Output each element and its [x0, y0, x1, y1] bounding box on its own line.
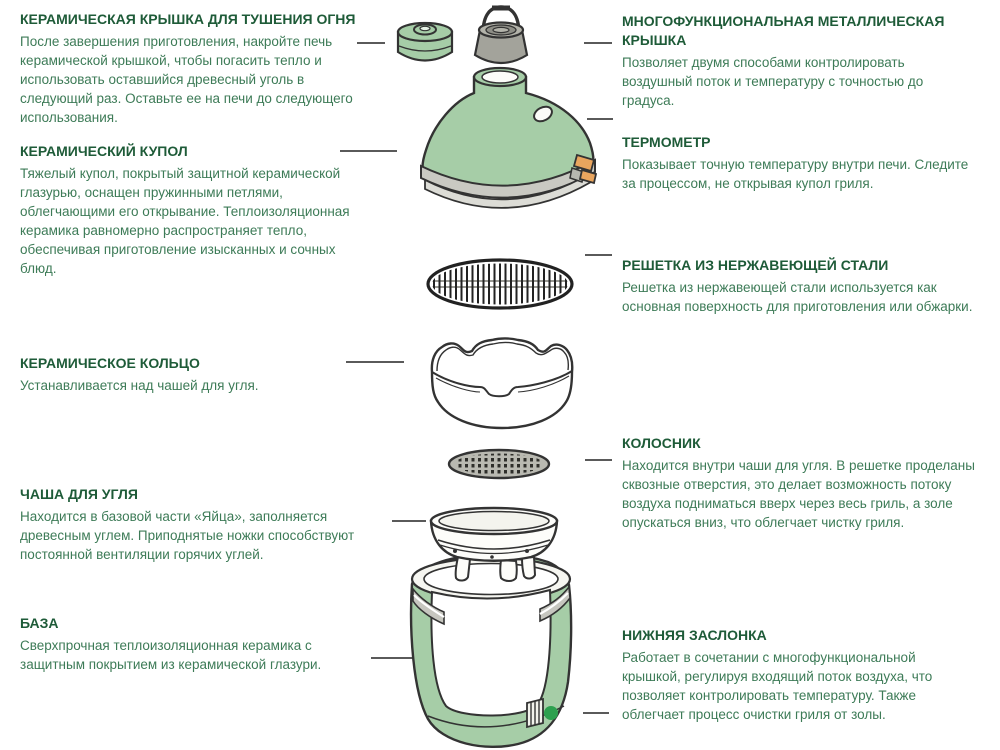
label-block-ceramic-dome — [20, 142, 370, 278]
part-heading: КЕРАМИЧЕСКИЙ КУПОЛ — [20, 143, 188, 159]
vent-knob-dot — [544, 706, 558, 720]
part-description: Позволяет двумя способами контролировать воздушный поток и температуру с точностью до градуса. — [622, 55, 924, 108]
part-heading: КОЛОСНИК — [622, 435, 701, 451]
metal-top-drawing — [475, 7, 527, 63]
fire-ring-drawing — [432, 339, 572, 429]
label-block-fire-grate — [622, 434, 976, 532]
ceramic-snuffer-cap-drawing — [398, 23, 452, 61]
part-description: Устанавливается над чашей для угля. — [20, 378, 259, 393]
grill-exploded-drawing — [380, 0, 620, 750]
part-description: Находится в базовой части «Яйца», заполняется древесным углем. Приподнятые ножки способствуют постоянной вентиляции горячих углей. — [20, 509, 355, 562]
part-description: Показывает точную температуру внутри печи. Следите за процессом, не открывая купол гриля. — [622, 157, 969, 191]
label-block-charcoal-bowl — [20, 485, 370, 564]
label-block-metal-top — [622, 12, 976, 110]
part-description: Находится внутри чаши для угля. В решетке проделаны сквозные отверстия, это делает возможность потоку воздуха подниматься вверх через весь гриль, а золе опускаться вниз, что облегчает чистку гриля. — [622, 458, 975, 530]
part-heading: ЧАША ДЛЯ УГЛЯ — [20, 486, 138, 502]
part-heading: ТЕРМОМЕТР — [622, 134, 711, 150]
part-heading: КЕРАМИЧЕСКАЯ КРЫШКА ДЛЯ ТУШЕНИЯ ОГНЯ — [20, 11, 356, 27]
part-heading: НИЖНЯЯ ЗАСЛОНКА — [622, 627, 767, 643]
part-description: Сверхпрочная теплоизоляционная керамика с защитным покрытием из керамической глазури. — [20, 638, 322, 672]
part-heading: МНОГОФУНКЦИОНАЛЬНАЯ МЕТАЛЛИЧЕСКАЯ КРЫШКА — [622, 13, 945, 48]
label-block-base — [20, 614, 370, 674]
part-description: После завершения приготовления, накройте печь керамической крышкой, чтобы погасить тепло и использовать оставшийся древесный уголь в следующий раз. Оставьте ее на печи до следующего использования. — [20, 34, 353, 125]
cooking-grid-drawing — [428, 258, 572, 310]
part-description: Решетка из нержавеющей стали используется как основная поверхность для приготовления или обжарки. — [622, 280, 973, 314]
label-block-ceramic-snuffer-cap — [20, 10, 370, 127]
label-block-thermometer — [622, 133, 976, 193]
label-block-bottom-damper — [622, 626, 976, 724]
label-block-steel-grid — [622, 256, 976, 316]
part-description: Работает в сочетании с многофункциональной крышкой, регулируя входящий поток воздуха, что позволяет контролировать температуру. Также облегчает процесс очистки гриля от золы. — [622, 650, 933, 722]
label-block-ceramic-ring — [20, 354, 370, 395]
base-drawing — [411, 554, 571, 747]
ceramic-dome-drawing — [421, 68, 596, 208]
part-description: Тяжелый купол, покрытый защитной керамической глазурью, оснащен пружинными петлями, облегчающими его открывание. Теплоизоляционная керамика равномерно распространяет тепло, обеспечивая приготовление изысканных и сочных блюд. — [20, 166, 350, 276]
part-heading: БАЗА — [20, 615, 59, 631]
part-heading: РЕШЕТКА ИЗ НЕРЖАВЕЮЩЕЙ СТАЛИ — [622, 257, 889, 273]
part-heading: КЕРАМИЧЕСКОЕ КОЛЬЦО — [20, 355, 200, 371]
fire-grate-drawing — [449, 450, 549, 478]
